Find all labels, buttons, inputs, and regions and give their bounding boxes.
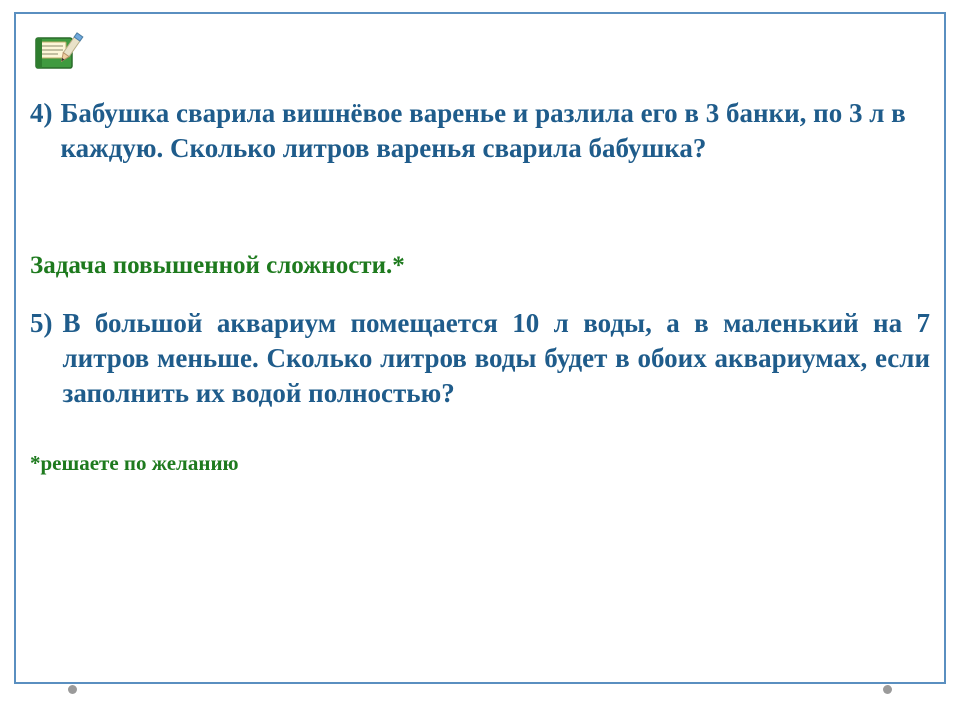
- decorative-dot-right: [883, 685, 892, 694]
- task-number-5: 5): [30, 308, 53, 339]
- difficulty-heading: Задача повышенной сложности.*: [30, 252, 405, 280]
- slide-content: [30, 96, 930, 476]
- decorative-dot-left: [68, 685, 77, 694]
- task-text-5: В большой аквариум помещается 10 л воды, а в маленький на 7 литров меньше. Сколько литров воды будет в обоих аквариумах, если заполнить их водой полностью?: [62, 308, 930, 409]
- spacer: [30, 411, 930, 451]
- spacer: [30, 280, 930, 306]
- task-text-4: Бабушка сварила вишнёвое варенье и разлила его в 3 банки, по 3 л в каждую. Сколько литров варенья сварила бабушка?: [60, 98, 906, 164]
- task-number-4: 4): [30, 98, 53, 128]
- spacer: [30, 166, 930, 252]
- task-item-4: [30, 96, 930, 166]
- footnote: *решаете по желанию: [30, 451, 239, 476]
- task-item-5: [30, 306, 930, 411]
- notebook-pencil-icon: [34, 30, 90, 78]
